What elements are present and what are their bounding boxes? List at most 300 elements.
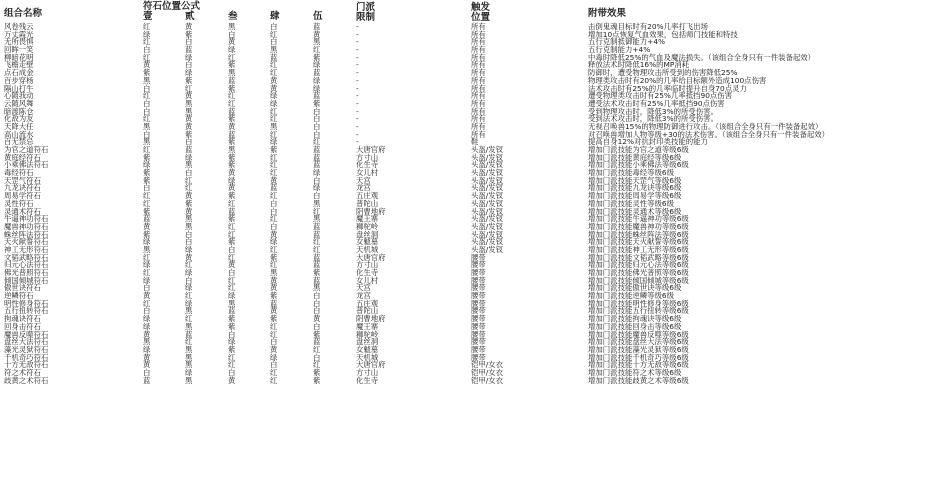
table-row [0,277,934,285]
slot-1-color: 紫 [143,168,151,178]
slot-1-color: 黄 [143,360,151,370]
slot-4-color: 红 [270,191,278,201]
effect-text: 对召唤兽增加人物等级+30的法术伤害。（该组合全身只有一件装备起效） [588,129,830,139]
trigger-position: 所有 [471,114,486,124]
effect-text: 增加门派技能魔兽反噬等级6级 [588,329,689,339]
slot-2-color: 黄 [185,114,193,124]
slot-4-color: 绿 [270,98,278,108]
slot-5-color: 蓝 [313,260,321,270]
sect-limit: 大唐官府 [356,145,386,154]
slot-4-color: 黑 [270,268,278,277]
slot-5-color: 紫 [313,52,321,62]
slot-3-color: 紫 [228,83,236,93]
slot-1-color: 黑 [143,137,151,147]
slot-1-color: 白 [143,183,151,193]
effect-text: 增加门派技能天火献誓等级6级 [588,237,689,247]
effect-text: 增加门派技能符之术等级6级 [588,367,682,377]
slot-5-color: 紫 [313,268,321,277]
effect-text: 遭受物理类攻击时有25%几率抵挡90点伤害 [588,91,733,101]
sect-limit: 化生寺 [356,160,379,170]
slot-2-color: 黄 [185,121,193,131]
slot-1-color: 蓝 [143,375,151,385]
header-pos-2: 位置 [471,12,491,23]
effect-text: 增加门派技能盘丝大法等级6级 [588,337,689,347]
slot-4-color: 黄 [270,75,278,85]
effect-text: 防御时，遭受物理攻击所受到的伤害降低25% [588,68,738,78]
sect-limit: 五庄观 [356,191,379,201]
slot-5-color: 白 [313,106,321,116]
sect-limit: - [356,22,359,31]
combo-name: 拘魂诀符石 [4,314,41,324]
slot-3-color: 白 [228,329,236,339]
trigger-position: 头盔/发钗 [471,221,504,231]
slot-5-color: 紫 [313,98,321,108]
header-effect: 附带效果 [588,8,627,19]
sect-limit: - [356,98,359,108]
slot-2-color: 黑 [185,352,193,362]
slot-5-color: 红 [313,45,321,55]
slot-4-color: 蓝 [270,52,278,62]
slot-4-color: 红 [270,260,278,270]
slot-3-color: 红 [228,98,236,108]
slot-4-color: 白 [270,360,278,370]
slot-3-color: 紫 [228,344,236,354]
slot-3-color: 紫 [228,152,236,162]
slot-5-color: 绿 [313,168,321,178]
header-slot-3: 叁 [228,11,238,22]
effect-text: 增加门派技能逆鳞等级6级 [588,291,675,301]
slot-4-color: 绿 [270,137,278,147]
slot-3-color: 白 [228,367,236,377]
slot-3-color: 紫 [228,60,236,70]
combo-name: 傲世诀符石 [4,283,41,293]
slot-1-color: 红 [143,114,151,124]
slot-4-color: 红 [270,114,278,124]
combo-name: 逆鳞符石 [4,291,34,301]
table-row [0,169,934,177]
sect-limit: 龙宫 [356,183,371,193]
trigger-position: 所有 [471,45,486,55]
trigger-position: 头盔/发钗 [471,229,504,239]
sect-limit: 阴曹地府 [356,314,386,324]
effect-text: 物理类攻击时有20%的几率给目标额外造成100点伤害 [588,75,767,85]
sect-limit: 女魃墓 [356,237,379,247]
slot-3-color: 黄 [228,37,236,47]
combo-name: 天罡气符石 [4,175,41,185]
effect-text: 遭受法术攻击时有25%几率抵挡90点伤害 [588,98,725,108]
effect-text: 增加门派技能牛逼神功等级6级 [588,214,689,224]
slot-4-color: 黄 [270,306,278,316]
combo-name: 倾国倾城符石 [4,275,49,285]
slot-2-color: 红 [185,291,193,301]
sect-limit: 女儿村 [356,275,379,285]
combo-name: 归元心法符石 [4,260,49,270]
sect-limit: 大唐官府 [356,360,386,370]
slot-5-color: 白 [313,291,321,301]
slot-3-color: 紫 [228,237,236,247]
combo-name: 柳暗花明 [4,52,34,62]
slot-1-color: 白 [143,129,151,139]
slot-3-color: 红 [228,275,236,285]
slot-2-color: 紫 [185,198,193,208]
slot-1-color: 黑 [143,337,151,347]
slot-2-color: 蓝 [185,329,193,339]
trigger-position: 头盔/发钗 [471,152,504,162]
effect-text: 增加门派技能蛛丝阵法等级6级 [588,229,689,239]
table-row [0,300,934,308]
slot-3-color: 紫 [228,321,236,331]
table-row [0,254,934,262]
slot-1-color: 红 [143,145,151,154]
effect-text: 增加门派技能天罡气等级6级 [588,175,682,185]
trigger-position: 腰带 [471,352,486,362]
slot-1-color: 绿 [143,275,151,285]
slot-1-color: 绿 [143,160,151,170]
slot-3-color: 白 [228,268,236,277]
slot-4-color: 红 [270,29,278,39]
slot-5-color: 蓝 [313,275,321,285]
effect-text: 增加门派技能歧黄之术等级6级 [588,375,689,385]
slot-4-color: 黄 [270,275,278,285]
slot-2-color: 绿 [185,283,193,293]
slot-3-color: 紫 [228,160,236,170]
table-row [0,231,934,239]
slot-2-color: 黑 [185,106,193,116]
slot-3-color: 红 [228,221,236,231]
slot-4-color: 黄 [270,175,278,185]
effect-text: 提高自身12%对抗封印类技能的能力 [588,137,708,147]
effect-text: 增加门派技能小乘佛法等级6级 [588,160,689,170]
slot-5-color: 绿 [313,183,321,193]
effect-text: 增加门派技能黄庭经等级6级 [588,152,682,162]
slot-2-color: 黑 [185,306,193,316]
slot-5-color: 蓝 [313,252,321,262]
effect-text: 释放法术时降低16%的MP消耗 [588,60,690,70]
trigger-position: 腰带 [471,252,486,262]
sect-limit: - [356,114,359,124]
effect-text: 增加门派技能神工无形等级6级 [588,244,689,254]
slot-4-color: 红 [270,129,278,139]
slot-2-color: 黑 [185,160,193,170]
slot-5-color: 黑 [313,198,321,208]
effect-text: 增加门派技能灵性等级6级 [588,198,675,208]
effect-text: 增加门派技能文韬武略等级6级 [588,252,689,262]
trigger-position: 鞋 [471,137,479,147]
slot-1-color: 紫 [143,68,151,78]
sect-limit: - [356,129,359,139]
sect-limit: - [356,45,359,55]
header-sect-1: 门派 [356,2,376,13]
slot-5-color: 白 [313,352,321,362]
trigger-position: 所有 [471,121,486,131]
slot-4-color: 红 [270,214,278,224]
effect-text: 增加门派技能佛光普照等级6级 [588,268,689,277]
slot-4-color: 红 [270,375,278,385]
slot-4-color: 红 [270,152,278,162]
sect-limit: 盘丝洞 [356,229,379,239]
slot-4-color: 红 [270,321,278,331]
slot-1-color: 绿 [143,237,151,247]
slot-1-color: 紫 [143,206,151,216]
slot-1-color: 紫 [143,152,151,162]
slot-3-color: 紫 [228,214,236,224]
effect-text: 中毒时降低25%的气血及魔法损失。（该组合全身只有一件装备起效） [588,52,816,62]
slot-4-color: 白 [270,206,278,216]
slot-5-color: 绿 [313,83,321,93]
table-row [0,69,934,77]
slot-2-color: 绿 [185,52,193,62]
slot-1-color: 白 [143,283,151,293]
slot-4-color: 白 [270,221,278,231]
trigger-position: 所有 [471,106,486,116]
slot-3-color: 红 [228,283,236,293]
slot-1-color: 绿 [143,29,151,39]
slot-4-color: 黄 [270,283,278,293]
trigger-position: 所有 [471,129,486,139]
table-row [0,85,934,93]
slot-3-color: 红 [228,352,236,362]
slot-5-color: 紫 [313,329,321,339]
sect-limit: - [356,106,359,116]
trigger-position: 腰带 [471,260,486,270]
combo-name: 化敌为友 [4,114,34,124]
combo-name: 天降大任 [4,121,34,131]
slot-4-color: 紫 [270,291,278,301]
slot-5-color: 红 [313,137,321,147]
slot-5-color: 白 [313,321,321,331]
effect-text: 增加门派技能五行扭转等级6级 [588,306,689,316]
sect-limit: 女魃墓 [356,344,379,354]
trigger-position: 铠甲/女衣 [471,360,504,370]
slot-1-color: 红 [143,298,151,308]
slot-2-color: 白 [185,229,193,239]
slot-1-color: 紫 [143,175,151,185]
slot-2-color: 白 [185,237,193,247]
slot-3-color: 紫 [228,114,236,124]
slot-2-color: 黑 [185,344,193,354]
slot-4-color: 黄 [270,83,278,93]
sect-limit: - [356,52,359,62]
combo-name: 无所畏惧 [4,37,34,47]
slot-1-color: 黄 [143,291,151,301]
table-row [0,192,934,200]
slot-2-color: 黄 [185,191,193,201]
slot-3-color: 绿 [228,175,236,185]
sect-limit: - [356,60,359,70]
slot-2-color: 黄 [185,22,193,31]
combo-table-body [0,23,934,384]
trigger-position: 腰带 [471,306,486,316]
table-row [0,307,934,315]
slot-3-color: 黑 [228,145,236,154]
slot-4-color: 紫 [270,252,278,262]
slot-4-color: 白 [270,37,278,47]
slot-1-color: 绿 [143,314,151,324]
slot-2-color: 紫 [185,129,193,139]
sect-limit: 普陀山 [356,198,379,208]
slot-2-color: 黑 [185,214,193,224]
trigger-position: 头盔/发钗 [471,206,504,216]
slot-5-color: 白 [313,114,321,124]
slot-3-color: 红 [228,52,236,62]
slot-3-color: 黄 [228,168,236,178]
slot-2-color: 绿 [185,268,193,277]
slot-4-color: 红 [270,367,278,377]
combo-name: 九龙诀符石 [4,183,41,193]
combo-name: 点石成金 [4,68,34,78]
sect-limit: 天宫 [356,175,371,185]
slot-3-color: 紫 [228,314,236,324]
sect-limit: 五庄观 [356,298,379,308]
trigger-position: 所有 [471,37,486,47]
sect-limit: - [356,37,359,47]
sect-limit: 魔王寨 [356,321,379,331]
trigger-position: 所有 [471,75,486,85]
trigger-position: 腰带 [471,314,486,324]
slot-1-color: 白 [143,367,151,377]
slot-1-color: 红 [143,52,151,62]
header-slot-4: 肆 [270,11,280,22]
slot-2-color: 红 [185,175,193,185]
combo-name: 千机奇巧符石 [4,352,49,362]
sect-limit: 女儿村 [356,168,379,178]
slot-4-color: 红 [270,160,278,170]
sect-limit: 天机城 [356,352,379,362]
slot-5-color: 蓝 [313,91,321,101]
slot-4-color: 绿 [270,237,278,247]
slot-1-color: 黄 [143,60,151,70]
combo-name: 佛光普照符石 [4,268,49,277]
sect-limit: - [356,121,359,131]
slot-3-color: 绿 [228,45,236,55]
effect-text: 增加门派技能藻光灵狱等级6级 [588,344,689,354]
slot-1-color: 绿 [143,344,151,354]
slot-1-color: 白 [143,306,151,316]
slot-5-color: 黄 [313,314,321,324]
slot-2-color: 白 [185,275,193,285]
trigger-position: 所有 [471,60,486,70]
table-row [0,269,934,277]
trigger-position: 头盔/发钗 [471,160,504,170]
combo-name: 藻光灵狱符石 [4,344,49,354]
slot-3-color: 紫 [228,137,236,147]
slot-3-color: 黄 [228,121,236,131]
slot-3-color: 红 [228,229,236,239]
header-pos-1: 触发 [471,2,491,13]
combo-name: 暗渡陈仓 [4,106,34,116]
trigger-position: 腰带 [471,268,486,277]
slot-1-color: 黄 [143,221,151,231]
slot-5-color: 紫 [313,375,321,385]
slot-4-color: 黄 [270,229,278,239]
table-row [0,161,934,169]
sect-limit: - [356,83,359,93]
table-row [0,200,934,208]
combo-name: 魔兽反噬符石 [4,329,49,339]
combo-name: 为官之道符石 [4,145,49,154]
effect-text: 五行克制抵御能力+4% [588,37,666,47]
combo-name: 百步穿杨 [4,75,34,85]
slot-4-color: 红 [270,106,278,116]
table-row [0,377,934,385]
table-row [0,246,934,254]
sect-limit: - [356,137,359,147]
table-row [0,154,934,162]
trigger-position: 头盔/发钗 [471,198,504,208]
slot-2-color: 红 [185,83,193,93]
table-row [0,61,934,69]
slot-5-color: 蓝 [313,68,321,78]
combo-name: 灵性符石 [4,198,34,208]
slot-2-color: 白 [185,37,193,47]
slot-5-color: 白 [313,191,321,201]
trigger-position: 腰带 [471,337,486,347]
slot-3-color: 白 [228,244,236,254]
slot-5-color: 绿 [313,75,321,85]
trigger-position: 腰带 [471,283,486,293]
combo-name: 飞檐走壁 [4,60,34,70]
trigger-position: 所有 [471,83,486,93]
table-row [0,100,934,108]
effect-text: 增加门派技能为官之道等级6级 [588,145,689,154]
slot-5-color: 黑 [313,283,321,293]
slot-3-color: 蓝 [228,306,236,316]
slot-5-color: 白 [313,129,321,139]
combo-name: 魔兽神功符石 [4,221,49,231]
slot-3-color: 红 [228,198,236,208]
effect-text: 增加门派技能明性修身等级6级 [588,298,689,308]
slot-5-color: 红 [313,244,321,254]
table-row [0,331,934,339]
slot-1-color: 白 [143,45,151,55]
slot-1-color: 红 [143,268,151,277]
trigger-position: 所有 [471,52,486,62]
trigger-position: 腰带 [471,291,486,301]
sect-limit: 普陀山 [356,306,379,316]
trigger-position: 铠甲/女衣 [471,367,504,377]
sect-limit: 天宫 [356,283,371,293]
slot-2-color: 紫 [185,75,193,85]
effect-text: 增加门派技能魔兽神功等级6级 [588,221,689,231]
slot-4-color: 红 [270,60,278,70]
effect-text: 增加门派技能周易学等级6级 [588,191,682,201]
table-row [0,215,934,223]
sect-limit: - [356,91,359,101]
sect-limit: 天机城 [356,244,379,254]
slot-2-color: 白 [185,137,193,147]
trigger-position: 所有 [471,29,486,39]
slot-1-color: 红 [143,191,151,201]
slot-1-color: 蓝 [143,214,151,224]
table-row [0,238,934,246]
effect-text: 五行克制能力+4% [588,45,651,55]
slot-3-color: 红 [228,91,236,101]
sect-limit: - [356,29,359,39]
slot-2-color: 黑 [185,375,193,385]
combo-name: 黄庭经符石 [4,152,41,162]
table-row [0,108,934,116]
slot-2-color: 白 [185,168,193,178]
sect-limit: 化生寺 [356,375,379,385]
combo-name: 神工无形符石 [4,244,49,254]
slot-2-color: 紫 [185,29,193,39]
effect-text: 增加门派技能归元心法等级6级 [588,260,689,270]
combo-name: 百无禁忌 [4,137,34,147]
slot-1-color: 黑 [143,244,151,254]
slot-5-color: 蓝 [313,160,321,170]
combo-name: 灵通术符石 [4,206,41,216]
combo-name: 回眸一笑 [4,45,34,55]
